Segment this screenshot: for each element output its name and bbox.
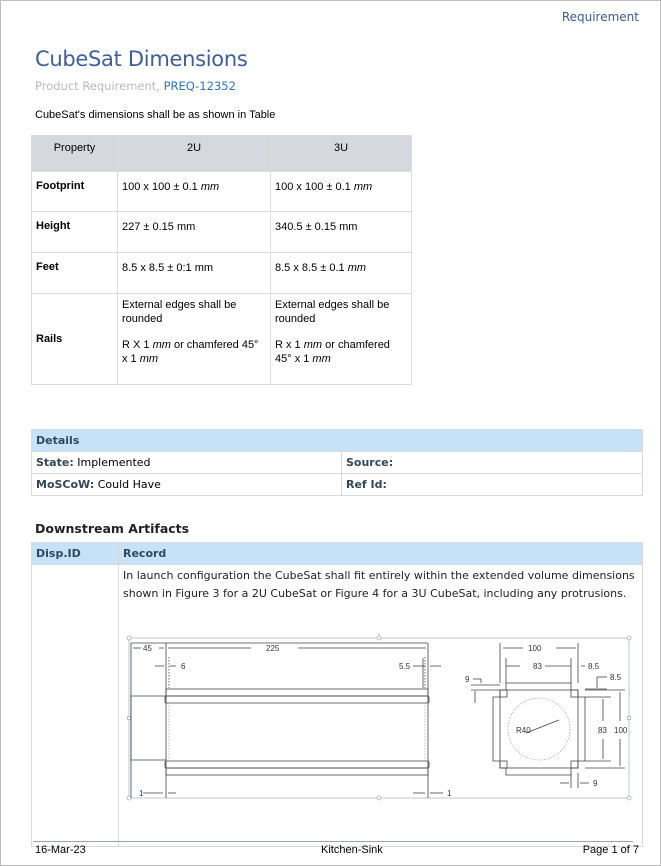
dim-label-5-5: 5.5 [399,662,411,671]
dimensions-table [31,135,412,385]
side-view [131,643,443,798]
refid-field [342,474,643,496]
cell-unit: mm [139,353,159,365]
dim-label-100-side: 100 [614,726,628,735]
dim-label-8-5-top: 8.5 [588,662,600,671]
cell-text: External edges shall be rounded [122,299,237,325]
footer-date: 16-Mar-23 [35,844,86,856]
disp-id-cell [32,565,119,847]
cell-text: 100 x 100 ± 0.1 [122,181,201,193]
cell-3u [271,172,412,212]
handle-w[interactable] [128,717,131,720]
refid-label: Ref Id: [346,478,387,491]
dim-label-1-right: 1 [447,789,452,798]
dim-label-225: 225 [266,644,280,653]
page-title: CubeSat Dimensions [35,47,248,71]
cell-2u [118,172,271,212]
row-label: Feet [32,253,118,294]
row-label: Footprint [32,172,118,212]
cell-3u: 340.5 ± 0.15 mm [271,212,412,253]
col-header-record: Record [119,543,643,565]
state-field [32,452,342,474]
cell-text-part: R x 1 [275,339,304,351]
details-table [31,429,643,496]
source-field [342,452,643,474]
footer-divider [33,841,633,842]
cell-unit: mm [353,181,373,193]
dim-label-83-side: 83 [598,726,607,735]
handle-n[interactable] [377,636,381,640]
table-row [32,253,412,294]
cell-text: External edges shall be rounded [275,299,390,325]
col-header-property: Property [32,136,118,172]
moscow-field [32,474,342,496]
cell-unit: mm [312,353,331,365]
handle-e[interactable] [628,717,631,720]
cell-text-part: or chamfered 45° x 1 [275,339,390,365]
cell-unit: mm [303,339,323,351]
resize-handles[interactable] [127,636,631,800]
row-label: Rails [32,294,118,385]
cell-text [122,338,266,366]
cell-2u: 227 ± 0.15 mm [118,212,271,253]
dim-label-100-top: 100 [528,644,542,653]
image-frame [129,638,629,798]
cell-3u [271,253,412,294]
intro-text: CubeSat's dimensions shall be as shown in Table [35,109,276,121]
cell-text [275,338,407,366]
dim-label-8-5-right: 8.5 [610,673,622,682]
moscow-value: Could Have [94,478,161,491]
subtitle-prefix: Product Requirement, [35,79,164,93]
handle-se[interactable] [627,796,631,800]
record-text: In launch configuration the CubeSat shall fit entirely within the extended volume dimensions shown in Figure 3 for a 2U CubeSat or Figure 4 for a 3U CubeSat, including any protrusions. [123,569,635,600]
source-label: Source: [346,456,394,469]
cell-3u [271,294,412,385]
col-header-2u: 2U [118,136,271,172]
handle-s[interactable] [377,796,381,800]
state-label: State: [36,456,74,469]
dim-label-9-bottom: 9 [593,779,598,788]
details-heading: Details [32,430,643,452]
cell-text: 100 x 100 ± 0.1 [275,181,354,193]
table-row [32,212,412,253]
footer-project: Kitchen-Sink [321,844,383,856]
document-type-tag: Requirement [561,10,639,24]
cell-text: 8.5 x 8.5 ± 0.1 [275,262,348,274]
moscow-label: MoSCoW: [36,478,95,491]
handle-nw[interactable] [127,636,131,640]
footer-page-number: Page 1 of 7 [582,844,639,856]
cell-unit: mm [152,339,171,351]
dim-label-9-left: 9 [465,675,470,684]
cell-text-part: or chamfered 45° x 1 [122,339,259,365]
dim-label-1-left: 1 [139,789,144,798]
selection-frame [129,638,629,798]
dim-label-83-top: 83 [533,662,542,671]
cell-2u [118,294,271,385]
dim-label-6: 6 [181,662,186,671]
spacer [275,326,407,338]
cell-unit: mm [200,181,220,193]
end-view [471,643,625,788]
requirement-id-link[interactable]: PREQ-12352 [163,79,236,93]
spacer [122,326,266,338]
table-row [32,294,412,385]
row-label: Height [32,212,118,253]
cubesat-dimension-drawing [123,633,635,803]
cell-2u: 8.5 x 8.5 ± 0:1 mm [118,253,271,294]
page-subtitle [35,79,236,93]
table-row [32,172,412,212]
downstream-artifacts-heading: Downstream Artifacts [35,521,190,536]
col-header-disp-id: Disp.ID [32,543,119,565]
handle-sw[interactable] [127,796,131,800]
cell-text-part: R X 1 [122,339,153,351]
col-header-3u: 3U [271,136,412,172]
state-value: Implemented [73,456,151,469]
handle-ne[interactable] [627,636,631,640]
dim-label-45: 45 [143,644,152,653]
cell-unit: mm [347,262,367,274]
dim-label-r40: R40 [516,726,531,735]
